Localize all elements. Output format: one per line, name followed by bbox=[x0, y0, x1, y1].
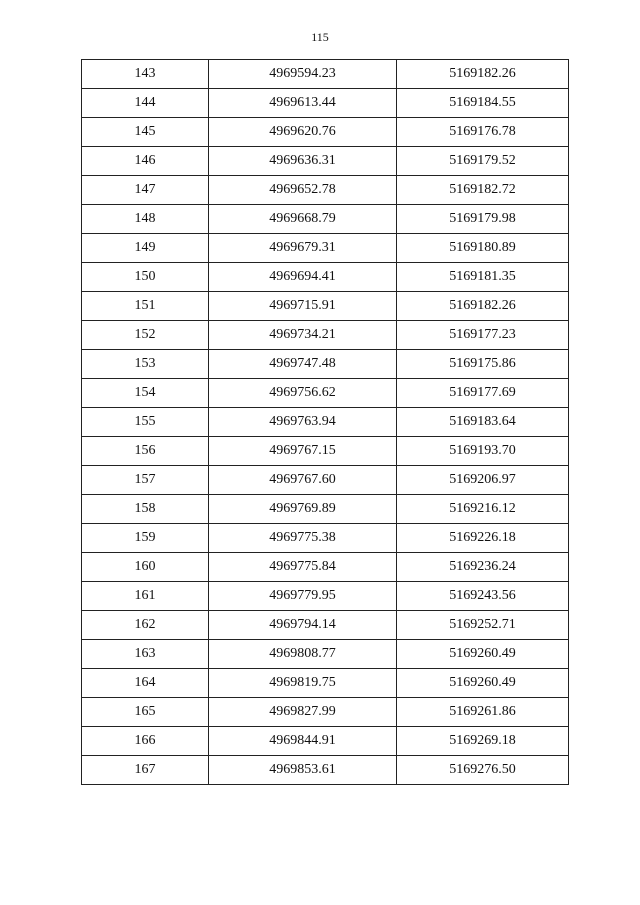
point-number-cell: 164 bbox=[82, 669, 209, 698]
y-coordinate-cell: 5169276.50 bbox=[397, 756, 569, 785]
y-coordinate-cell: 5169226.18 bbox=[397, 524, 569, 553]
x-coordinate-cell: 4969636.31 bbox=[209, 147, 397, 176]
y-coordinate-cell: 5169177.69 bbox=[397, 379, 569, 408]
x-coordinate-cell: 4969747.48 bbox=[209, 350, 397, 379]
table-row bbox=[82, 321, 569, 350]
coordinates-table bbox=[81, 59, 569, 785]
y-coordinate-cell: 5169260.49 bbox=[397, 669, 569, 698]
point-number-cell: 150 bbox=[82, 263, 209, 292]
table-row bbox=[82, 60, 569, 89]
x-coordinate-cell: 4969808.77 bbox=[209, 640, 397, 669]
y-coordinate-cell: 5169182.72 bbox=[397, 176, 569, 205]
y-coordinate-cell: 5169182.26 bbox=[397, 292, 569, 321]
x-coordinate-cell: 4969767.15 bbox=[209, 437, 397, 466]
point-number-cell: 161 bbox=[82, 582, 209, 611]
y-coordinate-cell: 5169261.86 bbox=[397, 698, 569, 727]
y-coordinate-cell: 5169179.52 bbox=[397, 147, 569, 176]
x-coordinate-cell: 4969853.61 bbox=[209, 756, 397, 785]
point-number-cell: 149 bbox=[82, 234, 209, 263]
y-coordinate-cell: 5169181.35 bbox=[397, 263, 569, 292]
table-row bbox=[82, 553, 569, 582]
table-row bbox=[82, 524, 569, 553]
page-number: 115 bbox=[311, 30, 329, 44]
x-coordinate-cell: 4969779.95 bbox=[209, 582, 397, 611]
table-row bbox=[82, 176, 569, 205]
table-row bbox=[82, 582, 569, 611]
y-coordinate-cell: 5169177.23 bbox=[397, 321, 569, 350]
coordinates-table-body bbox=[82, 60, 569, 785]
x-coordinate-cell: 4969668.79 bbox=[209, 205, 397, 234]
point-number-cell: 148 bbox=[82, 205, 209, 234]
point-number-cell: 153 bbox=[82, 350, 209, 379]
x-coordinate-cell: 4969763.94 bbox=[209, 408, 397, 437]
table-row bbox=[82, 408, 569, 437]
table-row bbox=[82, 379, 569, 408]
x-coordinate-cell: 4969775.84 bbox=[209, 553, 397, 582]
table-row bbox=[82, 350, 569, 379]
x-coordinate-cell: 4969827.99 bbox=[209, 698, 397, 727]
x-coordinate-cell: 4969694.41 bbox=[209, 263, 397, 292]
table-row bbox=[82, 437, 569, 466]
point-number-cell: 152 bbox=[82, 321, 209, 350]
y-coordinate-cell: 5169182.26 bbox=[397, 60, 569, 89]
x-coordinate-cell: 4969734.21 bbox=[209, 321, 397, 350]
point-number-cell: 154 bbox=[82, 379, 209, 408]
table-row bbox=[82, 118, 569, 147]
y-coordinate-cell: 5169216.12 bbox=[397, 495, 569, 524]
x-coordinate-cell: 4969775.38 bbox=[209, 524, 397, 553]
x-coordinate-cell: 4969620.76 bbox=[209, 118, 397, 147]
table-row bbox=[82, 698, 569, 727]
x-coordinate-cell: 4969679.31 bbox=[209, 234, 397, 263]
table-row bbox=[82, 234, 569, 263]
y-coordinate-cell: 5169179.98 bbox=[397, 205, 569, 234]
y-coordinate-cell: 5169184.55 bbox=[397, 89, 569, 118]
point-number-cell: 158 bbox=[82, 495, 209, 524]
point-number-cell: 162 bbox=[82, 611, 209, 640]
y-coordinate-cell: 5169260.49 bbox=[397, 640, 569, 669]
point-number-cell: 157 bbox=[82, 466, 209, 495]
x-coordinate-cell: 4969594.23 bbox=[209, 60, 397, 89]
table-row bbox=[82, 147, 569, 176]
x-coordinate-cell: 4969769.89 bbox=[209, 495, 397, 524]
table-row bbox=[82, 756, 569, 785]
point-number-cell: 151 bbox=[82, 292, 209, 321]
point-number-cell: 147 bbox=[82, 176, 209, 205]
point-number-cell: 167 bbox=[82, 756, 209, 785]
table-row bbox=[82, 669, 569, 698]
y-coordinate-cell: 5169183.64 bbox=[397, 408, 569, 437]
table-row bbox=[82, 640, 569, 669]
point-number-cell: 143 bbox=[82, 60, 209, 89]
y-coordinate-cell: 5169269.18 bbox=[397, 727, 569, 756]
x-coordinate-cell: 4969715.91 bbox=[209, 292, 397, 321]
y-coordinate-cell: 5169176.78 bbox=[397, 118, 569, 147]
y-coordinate-cell: 5169193.70 bbox=[397, 437, 569, 466]
point-number-cell: 159 bbox=[82, 524, 209, 553]
x-coordinate-cell: 4969844.91 bbox=[209, 727, 397, 756]
table-row bbox=[82, 466, 569, 495]
x-coordinate-cell: 4969794.14 bbox=[209, 611, 397, 640]
y-coordinate-cell: 5169243.56 bbox=[397, 582, 569, 611]
point-number-cell: 163 bbox=[82, 640, 209, 669]
table-row bbox=[82, 89, 569, 118]
point-number-cell: 165 bbox=[82, 698, 209, 727]
table-row bbox=[82, 292, 569, 321]
y-coordinate-cell: 5169236.24 bbox=[397, 553, 569, 582]
table-row bbox=[82, 611, 569, 640]
table-row bbox=[82, 495, 569, 524]
x-coordinate-cell: 4969767.60 bbox=[209, 466, 397, 495]
x-coordinate-cell: 4969819.75 bbox=[209, 669, 397, 698]
point-number-cell: 144 bbox=[82, 89, 209, 118]
y-coordinate-cell: 5169180.89 bbox=[397, 234, 569, 263]
table-row bbox=[82, 263, 569, 292]
x-coordinate-cell: 4969613.44 bbox=[209, 89, 397, 118]
x-coordinate-cell: 4969756.62 bbox=[209, 379, 397, 408]
point-number-cell: 166 bbox=[82, 727, 209, 756]
point-number-cell: 145 bbox=[82, 118, 209, 147]
point-number-cell: 160 bbox=[82, 553, 209, 582]
point-number-cell: 155 bbox=[82, 408, 209, 437]
point-number-cell: 156 bbox=[82, 437, 209, 466]
y-coordinate-cell: 5169175.86 bbox=[397, 350, 569, 379]
x-coordinate-cell: 4969652.78 bbox=[209, 176, 397, 205]
table-row bbox=[82, 205, 569, 234]
y-coordinate-cell: 5169252.71 bbox=[397, 611, 569, 640]
table-row bbox=[82, 727, 569, 756]
point-number-cell: 146 bbox=[82, 147, 209, 176]
y-coordinate-cell: 5169206.97 bbox=[397, 466, 569, 495]
